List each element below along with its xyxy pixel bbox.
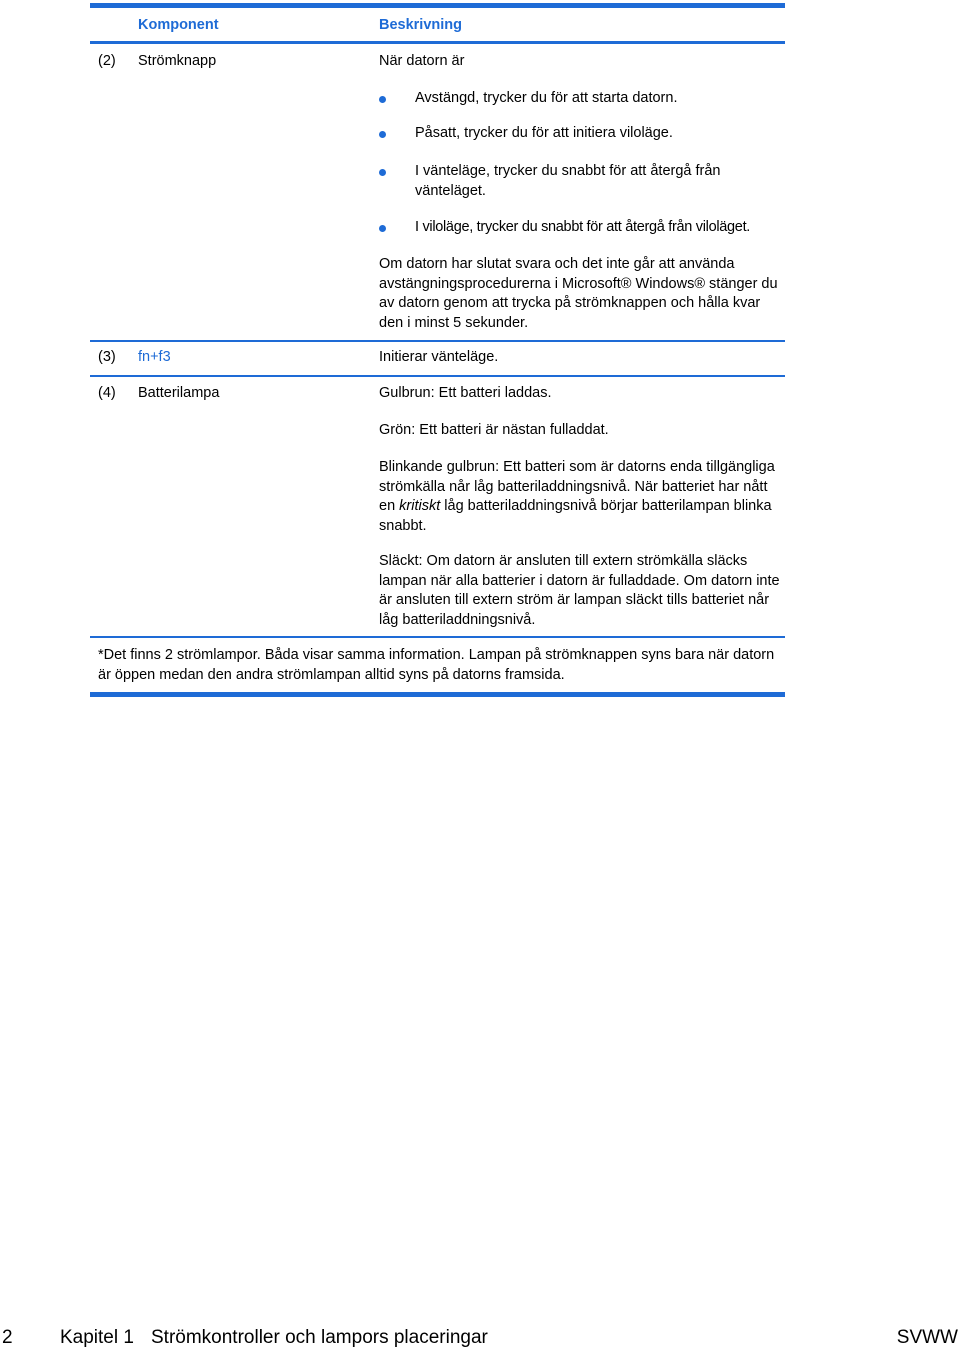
row-number: (2) [98,53,116,69]
component-name: Strömknapp [138,53,217,69]
list-item: Påsatt, trycker du för att initiera viloläge. [415,125,673,141]
chapter-label: Kapitel 1 [60,1327,134,1348]
row-number: (3) [98,349,116,365]
blink-text-italic: kritiskt [399,498,441,514]
component-name: Batterilampa [138,385,220,401]
description-text: Gulbrun: Ett batteri laddas. [379,385,552,401]
header-rule [90,41,785,44]
document-code: SVWW [896,1327,958,1348]
row-number: (4) [98,385,116,401]
description-text: Grön: Ett batteri är nästan fulladdat. [379,422,609,438]
table-footnote: *Det finns 2 strömlampor. Båda visar samma information. Lampan på strömknappen syns bara när datorn är öppen medan den andra strömlampan alltid syns på datorns framsida. [98,647,775,683]
description-lead: När datorn är [379,53,465,69]
list-item: I viloläge, trycker du snabbt för att återgå från viloläget. [415,219,751,235]
description-text: Initierar vänteläge. [379,349,499,365]
column-header-component: Komponent [138,17,219,33]
blink-text-before: Blinkande gulbrun: Ett batteri som är datorns enda tillgängliga strömkälla når låg batteriladdningsnivå. När batteriet har nått en [379,459,775,514]
bullet-icon [379,169,386,176]
blink-text-after: låg batteriladdningsnivå börjar batterilampan blinka snabbt. [379,498,772,534]
table-bottom-rule [90,692,785,697]
list-item: Avstängd, trycker du för att starta datorn. [415,90,678,106]
bullet-icon [379,131,386,138]
list-item: I vänteläge, trycker du snabbt för att återgå från vänteläget. [415,163,721,199]
description-note: Om datorn har slutat svara och det inte går att använda avstängningsprocedurerna i Microsoft® Windows® stänger du av datorn genom att trycka på strömknappen och hålla kvar den i minst 5 sekunder. [379,256,778,331]
row-divider [90,375,785,377]
bullet-icon [379,96,386,103]
row-divider [90,340,785,342]
bullet-icon [379,225,386,232]
chapter-title: Strömkontroller och lampors placeringar [151,1327,488,1348]
table-top-rule [90,3,785,8]
description-text: Släckt: Om datorn är ansluten till extern strömkälla släcks lampan när alla batterier i datorn är fulladdade. Om datorn inte är ansluten till extern ström är lampan släckt tills batteriet når låg batteriladdningsnivå. [379,553,780,628]
page-number: 2 [2,1327,13,1348]
column-header-description: Beskrivning [379,17,462,33]
component-name: fn+f3 [138,349,171,365]
row-divider [90,636,785,638]
description-text [379,458,784,536]
